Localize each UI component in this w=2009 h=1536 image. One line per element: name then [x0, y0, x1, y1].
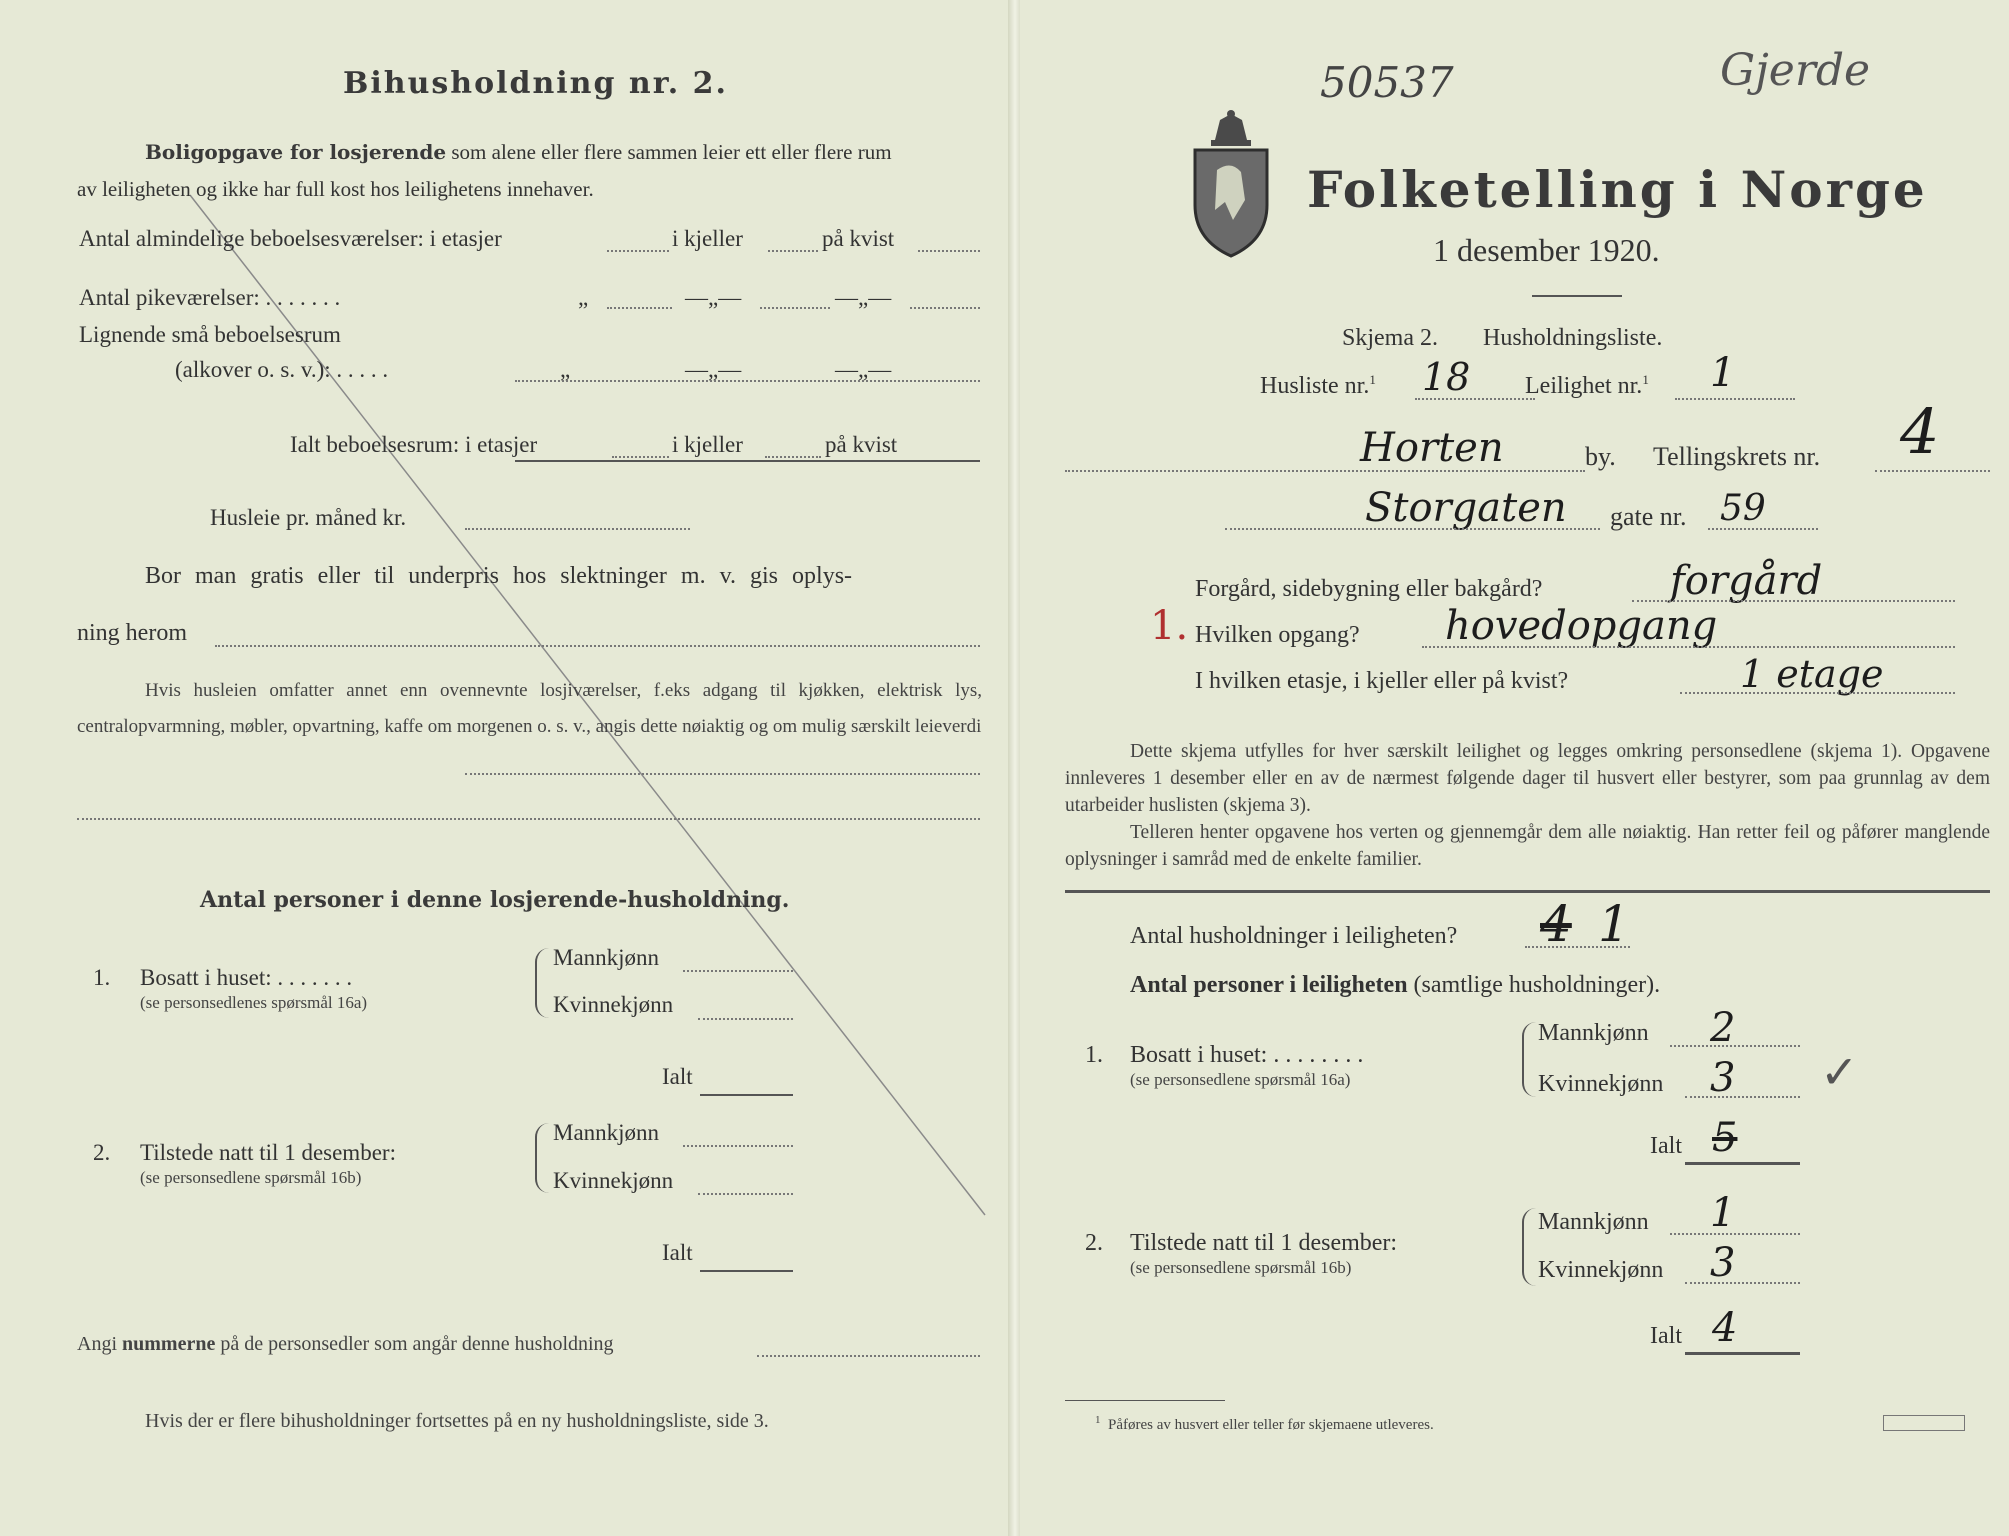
coat-of-arms-icon	[1185, 110, 1277, 260]
persons-heading: Antal personer i denne losjerende-husholdning.	[200, 887, 790, 913]
town-field[interactable]	[1065, 470, 1585, 472]
q2-total-label: Ialt	[1650, 1323, 1682, 1349]
footnote-mark: 1	[1642, 372, 1649, 387]
rooms-floor-field[interactable]	[607, 250, 669, 252]
margin-red-mark: 1.	[1150, 603, 1189, 649]
rent-field[interactable]	[465, 528, 690, 530]
krets-label: Tellingskrets nr.	[1653, 442, 1821, 471]
continue-note: Hvis der er flere bihusholdninger fortsettes på en ny husholdningsliste, side 3.	[145, 1410, 769, 1432]
numbers-line	[77, 1333, 614, 1356]
rent-label: Husleie pr. måned kr.	[210, 505, 407, 530]
q1-male-label: Mannkjønn	[553, 945, 660, 970]
q2-male-field[interactable]	[1670, 1233, 1800, 1235]
q1-female-value: 3	[1710, 1055, 1736, 1101]
archive-number: 50537	[1320, 58, 1454, 107]
ditto-mark: —„—	[685, 357, 742, 382]
q2-total-label: Ialt	[662, 1240, 693, 1265]
q1-label: Bosatt i huset: . . . . . . . .	[1130, 1042, 1364, 1068]
q1-label: Bosatt i huset: . . . . . . .	[140, 965, 353, 990]
q2-female-field[interactable]	[1685, 1282, 1800, 1284]
q1-female-field[interactable]	[1685, 1096, 1800, 1098]
street-label: gate nr.	[1610, 502, 1687, 531]
q1-total-field[interactable]	[700, 1094, 793, 1096]
q2-male-label: Mannkjønn	[553, 1120, 660, 1145]
q2-total-value: 4	[1712, 1305, 1738, 1351]
households-question: Antal husholdninger i leiligheten?	[1130, 923, 1458, 949]
total-cellar-field[interactable]	[765, 456, 821, 458]
q2-female-label: Kvinnekjønn	[553, 1168, 674, 1193]
q1-male-label: Mannkjønn	[1538, 1020, 1649, 1046]
q2-male-label: Mannkjønn	[1538, 1209, 1649, 1235]
intro-line-2: av leiligheten og ikke har full kost hos leilighetens innehaver.	[77, 177, 594, 201]
street-value: Storgaten	[1365, 485, 1567, 531]
street-number: 59	[1720, 488, 1766, 529]
total-cellar-label: i kjeller	[672, 432, 743, 457]
households-answer: 1	[1598, 895, 1630, 953]
ditto-mark: „	[560, 357, 571, 382]
intro-rest: som alene eller flere sammen leier ett eller flere rum	[451, 140, 892, 164]
leilighet-value: 1	[1710, 350, 1736, 396]
small-rooms-field[interactable]	[515, 380, 980, 382]
top-pencil-note: Gjerde	[1720, 45, 1871, 96]
leilighet-label	[1525, 372, 1649, 400]
instructions-rule	[1065, 890, 1990, 893]
q1-sub: (se personsedlene spørsmål 16a)	[1130, 1070, 1351, 1089]
persons-rest: (samtlige husholdninger).	[1413, 972, 1661, 998]
rooms-cellar-label: i kjeller	[672, 226, 743, 251]
includes-field[interactable]	[465, 773, 980, 775]
page-title: Bihusholdning nr. 2.	[343, 66, 728, 101]
q2-total-field[interactable]	[700, 1270, 793, 1272]
q1-male-value: 2	[1710, 1005, 1736, 1051]
q2-number: 2.	[93, 1140, 111, 1165]
husliste-field[interactable]	[1415, 398, 1535, 400]
ditto-mark: —„—	[835, 357, 892, 382]
ditto-mark: —„—	[835, 285, 892, 310]
q1-number: 1.	[1085, 1042, 1103, 1068]
ditto-mark: —„—	[685, 285, 742, 310]
footnote-rule	[1065, 1400, 1225, 1401]
tick-mark: ✓	[1820, 1045, 1859, 1099]
rooms-attic-field[interactable]	[918, 250, 980, 252]
instructions-2: Telleren henter opgavene hos verten og gjennemgår dem alle nøiaktig. Han retter feil og påfører manglende oplysninger i samråd med de enkelte familier.	[1065, 822, 1990, 870]
entrance-question: Hvilken opgang?	[1195, 622, 1360, 648]
instructions-1: Dette skjema utfylles for hver særskilt leilighet og legges omkring personsedlene (skjema 1). Opgavene innleveres 1 desember eller en av de nærmest følgende dager til husvert eller bestyrer, som paa grunnlag av dem utarbeider huslisten (skjema 3).	[1065, 741, 1990, 816]
right-page	[1020, 0, 2009, 1536]
total-rooms-label: Ialt beboelsesrum: i etasjer	[290, 432, 538, 457]
q1-total-field[interactable]	[1685, 1162, 1800, 1165]
q1-brace	[1522, 1022, 1536, 1097]
q2-female-field[interactable]	[698, 1193, 793, 1195]
title-rule	[1532, 295, 1622, 297]
rooms-cellar-field[interactable]	[768, 250, 818, 252]
numbers-bold: nummerne	[122, 1333, 216, 1355]
maid-cellar-field[interactable]	[760, 307, 830, 309]
krets-field[interactable]	[1875, 470, 1990, 472]
husliste-value: 18	[1422, 355, 1471, 399]
q2-brace	[535, 1123, 549, 1193]
ditto-mark: „	[578, 285, 589, 310]
building-answer: forgård	[1670, 558, 1823, 604]
rooms-attic-label: på kvist	[822, 226, 895, 251]
leilighet-text: Leilighet nr.	[1525, 373, 1643, 399]
q1-female-label: Kvinnekjønn	[1538, 1071, 1664, 1097]
printer-stamp	[1883, 1415, 1965, 1431]
q2-female-label: Kvinnekjønn	[1538, 1257, 1664, 1283]
maid-rooms-label: Antal pikeværelser: . . . . . . .	[79, 285, 341, 310]
free-rent-line-2: ning herom	[77, 620, 187, 646]
free-rent-field[interactable]	[215, 645, 980, 647]
maid-floor-field[interactable]	[607, 307, 672, 309]
footnote-mark: 1	[1369, 372, 1376, 387]
q2-female-value: 3	[1710, 1240, 1736, 1286]
q1-male-field[interactable]	[1670, 1045, 1800, 1047]
persons-bold: Antal personer i leiligheten	[1130, 972, 1408, 998]
footnote-mark: 1	[1095, 1414, 1101, 1426]
small-rooms-label-2: (alkover o. s. v.): . . . . .	[175, 357, 389, 382]
q1-female-field[interactable]	[698, 1018, 793, 1020]
q2-sub: (se personsedlene spørsmål 16b)	[1130, 1258, 1352, 1277]
husliste-label	[1260, 372, 1376, 400]
households-field[interactable]	[1525, 946, 1630, 948]
q2-total-field[interactable]	[1685, 1352, 1800, 1355]
q1-total-label: Ialt	[1650, 1133, 1682, 1159]
footnote	[1095, 1414, 1434, 1434]
q2-label: Tilstede natt til 1 desember:	[140, 1140, 396, 1165]
q1-total-label: Ialt	[662, 1064, 693, 1089]
q1-male-field[interactable]	[683, 970, 793, 972]
form-title: Folketelling i Norge	[1307, 160, 1928, 219]
total-attic-label: på kvist	[825, 432, 898, 457]
numbers-post: på de personsedler som angår denne husholdning	[220, 1333, 614, 1355]
includes-note: Hvis husleien omfatter annet enn ovennevnte losjiværelser, f.eks adgang til kjøkken, elektrisk lys, centralopvarmning, møbler, opvartning, kaffe om morgenen o. s. v., angis dette nøiaktig og om mulig særskilt leieverdi	[77, 680, 982, 737]
form-date: 1 desember 1920.	[1433, 232, 1660, 268]
schema-name: Husholdningsliste.	[1483, 325, 1663, 351]
building-field[interactable]	[1632, 600, 1955, 602]
entrance-answer: hovedopgang	[1445, 603, 1718, 649]
husliste-text: Husliste nr.	[1260, 373, 1370, 399]
includes-field-2[interactable]	[77, 818, 980, 820]
numbers-pre: Angi	[77, 1333, 117, 1355]
floor-field[interactable]	[1680, 692, 1955, 694]
leilighet-field[interactable]	[1675, 398, 1795, 400]
q1-number: 1.	[93, 965, 111, 990]
building-question: Forgård, sidebygning eller bakgård?	[1195, 576, 1543, 602]
q2-sub: (se personsedlene spørsmål 16b)	[140, 1168, 362, 1187]
q1-brace	[535, 948, 549, 1018]
numbers-field[interactable]	[757, 1355, 980, 1357]
q2-number: 2.	[1085, 1230, 1103, 1256]
total-rooms-rule	[515, 460, 980, 462]
floor-answer: 1 etage	[1740, 652, 1884, 696]
q2-brace	[1522, 1208, 1536, 1286]
q2-male-value: 1	[1710, 1190, 1736, 1236]
krets-value: 4	[1900, 395, 1940, 468]
q1-sub: (se personsedlenes spørsmål 16a)	[140, 993, 368, 1012]
free-rent-line-1: Bor man gratis eller til underpris hos slektninger m. v. gis oplys-	[145, 563, 853, 589]
q2-male-field[interactable]	[683, 1145, 793, 1147]
q2-label: Tilstede natt til 1 desember:	[1130, 1230, 1398, 1256]
intro-line-1	[145, 140, 892, 165]
q1-total-value: 5	[1712, 1115, 1738, 1161]
households-struck: 4	[1540, 895, 1572, 953]
q1-female-label: Kvinnekjønn	[553, 992, 674, 1017]
total-floor-field[interactable]	[612, 456, 669, 458]
footnote-text: Påføres av husvert eller teller før skjemaene utleveres.	[1108, 1417, 1434, 1433]
entrance-field[interactable]	[1422, 646, 1955, 648]
maid-attic-field[interactable]	[910, 307, 980, 309]
intro-bold: Boligopgave for losjerende	[145, 140, 447, 164]
street-field[interactable]	[1225, 528, 1600, 530]
town-label: by.	[1585, 442, 1616, 471]
street-number-field[interactable]	[1708, 528, 1818, 530]
rooms-label: Antal almindelige beboelsesværelser: i etasjer	[79, 226, 502, 251]
town-value: Horten	[1360, 425, 1504, 471]
persons-line	[1130, 972, 1660, 999]
schema-label: Skjema 2.	[1342, 325, 1438, 351]
small-rooms-label-1: Lignende små beboelsesrum	[79, 322, 341, 347]
floor-question: I hvilken etasje, i kjeller eller på kvist?	[1195, 668, 1569, 694]
